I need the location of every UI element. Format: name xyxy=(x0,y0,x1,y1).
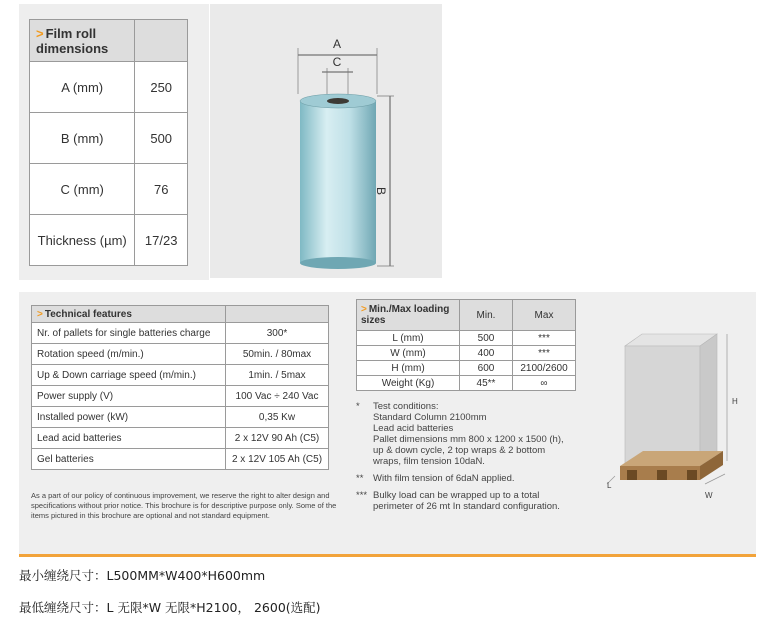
note-line: Standard Column 2100mm xyxy=(373,412,487,423)
note-mark: *** xyxy=(356,490,368,501)
label-b: B xyxy=(374,187,388,196)
note-line: Lead acid batteries xyxy=(373,423,454,434)
tech-label: Rotation speed (m/min.) xyxy=(32,344,226,365)
note-item xyxy=(356,473,596,484)
tech-label: Up & Down carriage speed (m/min.) xyxy=(32,365,226,386)
chinese-max-size: 最低缠绕尺寸：L 无限*W 无限*H2100， 2600(选配) xyxy=(19,600,321,615)
table-row xyxy=(32,407,329,428)
table-row xyxy=(32,365,329,386)
arrow-icon: > xyxy=(36,25,44,41)
loading-label: L (mm) xyxy=(357,331,460,346)
table-row xyxy=(32,428,329,449)
tech-value: 50min. / 80max xyxy=(226,344,329,365)
table-row xyxy=(357,361,576,376)
loading-max: 2100/2600 xyxy=(513,361,576,376)
table-row xyxy=(30,113,188,164)
note-line: Test conditions: xyxy=(373,401,439,412)
note-mark: * xyxy=(356,401,360,412)
film-roll-value: 250 xyxy=(135,62,188,113)
notes xyxy=(356,401,596,518)
film-roll-diagram xyxy=(210,4,442,278)
table-row xyxy=(30,215,188,266)
film-roll-label: A (mm) xyxy=(30,62,135,113)
film-roll-value: 17/23 xyxy=(135,215,188,266)
tech-value: 1min. / 5max xyxy=(226,365,329,386)
tech-value: 100 Vac ÷ 240 Vac xyxy=(226,386,329,407)
pallet-illustration xyxy=(605,316,755,516)
note-line: perimeter of 26 mt In standard configuration. xyxy=(373,501,560,512)
col-min: Min. xyxy=(460,300,513,331)
chinese-min-size: 最小缠绕尺寸：L500MM*W400*H600mm xyxy=(19,568,266,583)
tech-value: 300* xyxy=(226,323,329,344)
film-roll-value: 76 xyxy=(135,164,188,215)
note-line: up & down cycle, 2 top wraps & 2 bottom xyxy=(373,445,546,456)
loading-header: > Min./Max loading sizes xyxy=(357,300,460,331)
table-row xyxy=(357,376,576,391)
label-c: C xyxy=(332,55,342,69)
film-roll-illustration xyxy=(210,4,442,278)
loading-max: *** xyxy=(513,346,576,361)
film-roll-label: C (mm) xyxy=(30,164,135,215)
loading-min: 400 xyxy=(460,346,513,361)
col-max: Max xyxy=(513,300,576,331)
film-roll-label: B (mm) xyxy=(30,113,135,164)
label-l: L xyxy=(607,481,612,490)
tech-value: 2 x 12V 105 Ah (C5) xyxy=(226,449,329,470)
table-row xyxy=(357,346,576,361)
note-line: wraps, film tension 10daN. xyxy=(373,456,485,467)
loading-min: 45** xyxy=(460,376,513,391)
loading-label: H (mm) xyxy=(357,361,460,376)
technical-header-row xyxy=(32,306,329,323)
film-roll-table xyxy=(29,19,188,266)
loading-label: Weight (Kg) xyxy=(357,376,460,391)
loading-label: W (mm) xyxy=(357,346,460,361)
note-item xyxy=(356,490,596,512)
pallet-diagram xyxy=(605,316,755,516)
label-w: W xyxy=(705,491,713,500)
film-roll-label: Thickness (µm) xyxy=(30,215,135,266)
tech-value: 2 x 12V 90 Ah (C5) xyxy=(226,428,329,449)
arrow-icon: > xyxy=(37,308,43,320)
tech-label: Power supply (V) xyxy=(32,386,226,407)
label-h: H xyxy=(732,397,738,406)
table-row xyxy=(30,164,188,215)
note-item xyxy=(356,401,596,467)
loading-min: 600 xyxy=(460,361,513,376)
note-mark: ** xyxy=(356,473,364,484)
tech-label: Lead acid batteries xyxy=(32,428,226,449)
table-row xyxy=(32,323,329,344)
technical-header: > Technical features xyxy=(32,306,226,323)
table-row xyxy=(30,62,188,113)
note-line: Pallet dimensions mm 800 x 1200 x 1500 (h), xyxy=(373,434,564,445)
table-row xyxy=(32,386,329,407)
loading-max: *** xyxy=(513,331,576,346)
technical-features-table xyxy=(31,305,329,470)
disclaimer-text: As a part of our policy of continuous improvement, we reserve the right to alter design and specifications without prior notice. This brochure is for descriptive purpose only. Some of the items pictured in this brochure are optional and not standard equipment. xyxy=(31,491,337,520)
table-row xyxy=(32,449,329,470)
tech-value: 0,35 Kw xyxy=(226,407,329,428)
table-row xyxy=(357,331,576,346)
table-row xyxy=(32,344,329,365)
film-roll-header: > Film roll dimensions xyxy=(30,20,135,62)
film-roll-value: 500 xyxy=(135,113,188,164)
loading-min: 500 xyxy=(460,331,513,346)
note-line: Bulky load can be wrapped up to a total xyxy=(373,490,540,501)
arrow-icon: > xyxy=(361,304,367,315)
loading-header-row xyxy=(357,300,576,331)
tech-label: Installed power (kW) xyxy=(32,407,226,428)
note-line: With film tension of 6daN applied. xyxy=(373,473,515,484)
tech-label: Nr. of pallets for single batteries charge xyxy=(32,323,226,344)
loading-sizes-table xyxy=(356,299,576,391)
label-a: A xyxy=(332,37,342,51)
tech-label: Gel batteries xyxy=(32,449,226,470)
loading-max: ∞ xyxy=(513,376,576,391)
